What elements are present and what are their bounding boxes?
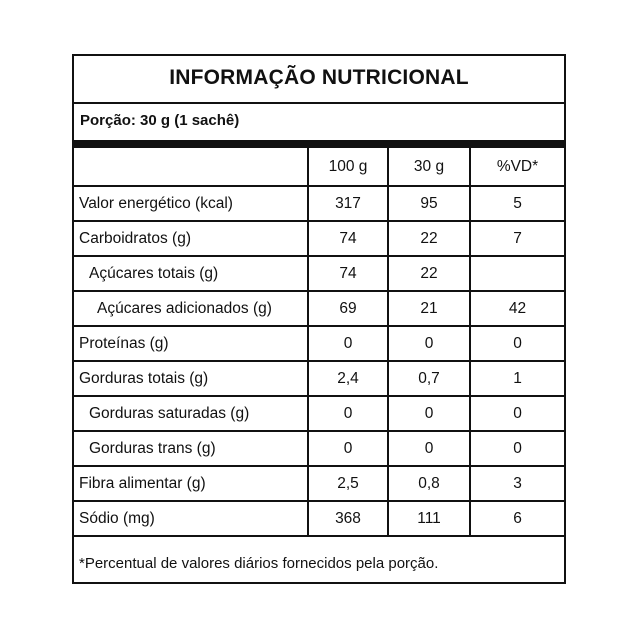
nutrient-name: Gorduras saturadas (g) (74, 396, 308, 431)
column-header-100g: 100 g (308, 148, 388, 186)
value-30g: 0 (388, 326, 470, 361)
panel-title: INFORMAÇÃO NUTRICIONAL (169, 66, 469, 89)
nutrient-name: Proteínas (g) (74, 326, 308, 361)
value-100g: 0 (308, 326, 388, 361)
value-100g: 2,4 (308, 361, 388, 396)
thick-divider (74, 140, 564, 148)
table-row (74, 431, 564, 466)
value-30g: 21 (388, 291, 470, 326)
header-empty-cell (74, 148, 308, 186)
table-row (74, 396, 564, 431)
table-row (74, 466, 564, 501)
table-row (74, 221, 564, 256)
value-vd: 3 (470, 466, 564, 501)
value-vd: 7 (470, 221, 564, 256)
value-100g: 2,5 (308, 466, 388, 501)
value-vd: 1 (470, 361, 564, 396)
nutrient-name: Valor energético (kcal) (74, 186, 308, 221)
value-vd: 0 (470, 326, 564, 361)
table-row (74, 501, 564, 536)
nutrient-name: Açúcares adicionados (g) (74, 291, 308, 326)
value-30g: 111 (388, 501, 470, 536)
table-row (74, 326, 564, 361)
value-100g: 74 (308, 221, 388, 256)
value-30g: 0 (388, 431, 470, 466)
divider (74, 102, 564, 104)
value-100g: 0 (308, 396, 388, 431)
value-100g: 368 (308, 501, 388, 536)
value-30g: 0 (388, 396, 470, 431)
value-100g: 69 (308, 291, 388, 326)
value-100g: 317 (308, 186, 388, 221)
nutrient-name: Gorduras trans (g) (74, 431, 308, 466)
value-vd: 6 (470, 501, 564, 536)
table-row (74, 256, 564, 291)
value-vd: 0 (470, 431, 564, 466)
value-100g: 74 (308, 256, 388, 291)
table-row (74, 291, 564, 326)
table-row (74, 186, 564, 221)
value-vd: 0 (470, 396, 564, 431)
table-header-row (74, 148, 564, 186)
nutrition-table (74, 148, 564, 537)
footnote: *Percentual de valores diários fornecidos pela porção. (79, 555, 439, 572)
portion-size: Porção: 30 g (1 sachê) (80, 112, 240, 129)
column-header-30g: 30 g (388, 148, 470, 186)
column-header-vd: %VD* (470, 148, 564, 186)
value-30g: 22 (388, 221, 470, 256)
value-vd: 42 (470, 291, 564, 326)
value-vd: 5 (470, 186, 564, 221)
value-100g: 0 (308, 431, 388, 466)
nutrition-facts-panel (72, 54, 566, 584)
nutrient-name: Açúcares totais (g) (74, 256, 308, 291)
value-30g: 0,7 (388, 361, 470, 396)
value-30g: 95 (388, 186, 470, 221)
table-row (74, 361, 564, 396)
nutrient-name: Carboidratos (g) (74, 221, 308, 256)
nutrient-name: Fibra alimentar (g) (74, 466, 308, 501)
nutrient-name: Sódio (mg) (74, 501, 308, 536)
nutrient-name: Gorduras totais (g) (74, 361, 308, 396)
value-30g: 22 (388, 256, 470, 291)
value-30g: 0,8 (388, 466, 470, 501)
value-vd (470, 256, 564, 291)
